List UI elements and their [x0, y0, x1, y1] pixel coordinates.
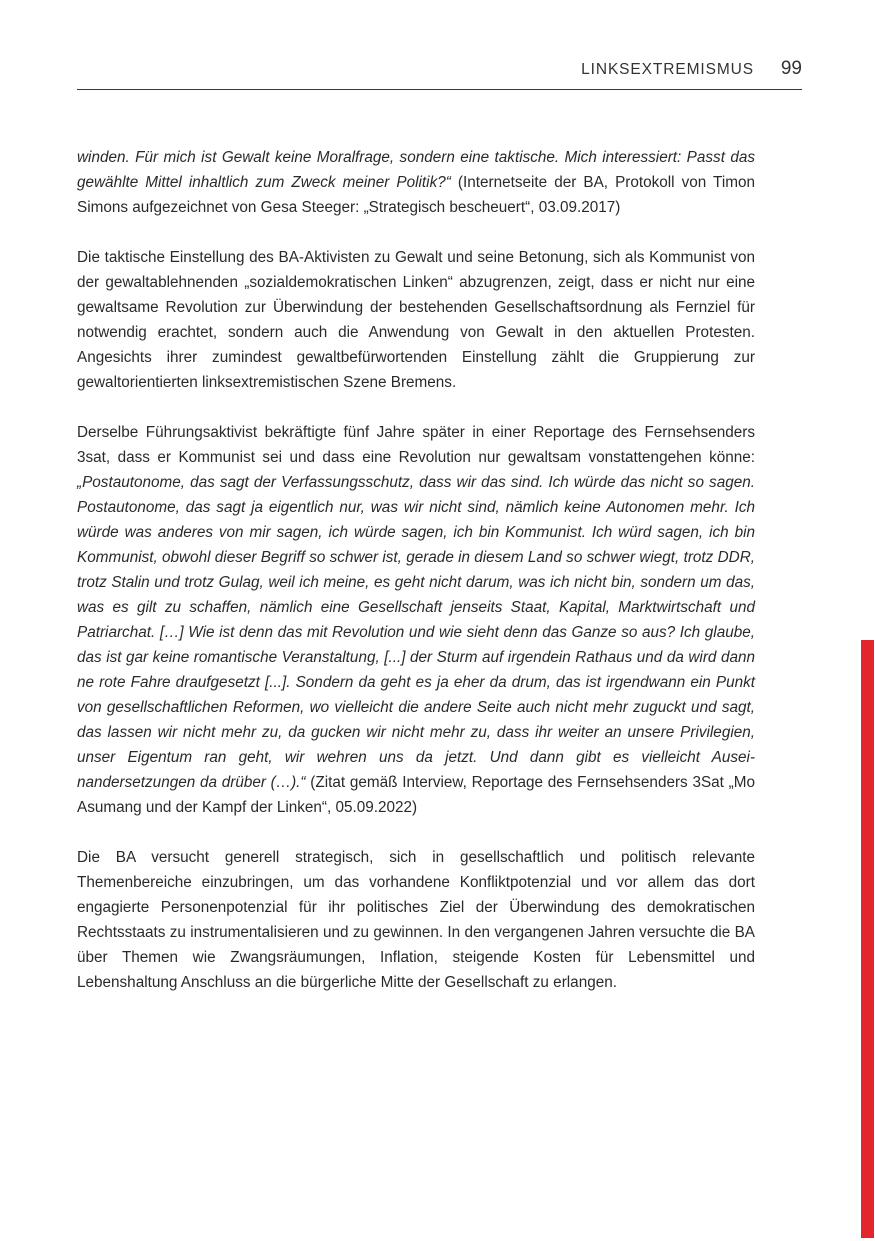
citation-text: (Internetseite der BA, Protokoll von Timon Simons aufgezeichnet von Gesa Steeger: „Strategisch bescheuert“, 03.09.2017): [77, 174, 755, 216]
paragraph-2: Die taktische Einstellung des BA-Aktivisten zu Gewalt und seine Betonung, sich als Kommunist von der gewaltablehnenden „sozialdemokratischen Linken“ abzugrenzen, zeigt, dass er nicht nur eine gewaltsame Revolution zur Überwindung der bestehenden Gesellschaftsordnung als Fernziel für notwendig erachtet, sondern auch die Anwendung von Gewalt in den aktuellen Protesten. Angesichts ihrer zumindest gewaltbefürwortenden Einstellung zählt die Gruppierung zur gewaltorientierten linksextremistischen Szene Bremens.: [77, 249, 755, 391]
paragraph-4: Die BA versucht generell strategisch, sich in gesellschaftlich und politisch relevante Themenbereiche einzubringen, um das vorhandene Konfliktpotenzial und vor allem das dort engagierte Personenpotenzial für ihr politisches Ziel der Überwindung des demokratischen Rechtsstaats zu instrumentalisieren und zu gewinnen. In den vergangenen Jahren versuchte die BA über Themen wie Zwangsräumungen, Inflation, steigende Kosten für Lebensmittel und Lebenshaltung Anschluss an die bürgerliche Mitte der Gesellschaft zu erlangen.: [77, 849, 755, 991]
citation-text: (Zitat gemäß Interview, Reportage des Fernsehsenders 3Sat „Mo Asumang und der Kampf der Linken“, 05.09.2022): [77, 774, 756, 816]
paragraph-3: [77, 420, 755, 820]
section-title: LINKSEXTREMISMUS: [581, 61, 754, 78]
chapter-accent-bar: [861, 640, 874, 1238]
body-text: [77, 145, 755, 1020]
page-number: 99: [780, 58, 802, 79]
page-header: [77, 55, 802, 90]
paragraph-1: [77, 145, 755, 220]
lead-text: Derselbe Führungsaktivist bekräftigte fünf Jahre später in einer Reportage des Fernsehsenders 3sat, dass er Kommunist sei und dass eine Revolution nur gewaltsam vonstattengehen könne:: [77, 424, 755, 466]
quote-text: „Postautonome, das sagt der Verfassungsschutz, dass wir das sind. Ich würde das nicht so sagen. Postautonome, das sagt ja eigentlich nur, was wir nicht sind, nämlich keine Autonomen mehr. Ich würde was anderes von mir sagen, ich würde sagen, ich bin Kommunist. Ich würd sagen, ich bin Kommunist, obwohl dieser Begriff so schwer ist, gerade in diesem Land so schwer wiegt, trotz DDR, trotz Stalin und trotz Gulag, weil ich meine, es geht nicht darum, was ich nicht bin, sondern um das, was es gilt zu schaffen, nämlich eine Gesellschaft jenseits Staat, Kapital, Marktwirtschaft und Patriarchat. […] Wie ist denn das mit Revolution und wie sieht denn das Ganze so aus? Ich glaube, das ist gar keine romantische Veranstaltung, [...] der Sturm auf irgendein Rathaus und da wird dann ne rote Fahre draufgesetzt [...]. Sondern da geht es ja eher da drum, das ist irgendwann ein Punkt von gesellschaftlichen Reformen, wo vielleicht die andere Seite auch nicht mehr zuguckt und sagt, das lassen wir nicht mehr zu, da gucken wir nicht mehr zu, dass ihr weiter an unsere Privilegien, unser Eigentum ran geht, wir wehren uns da jetzt. Und dann gibt es vielleicht Auseinandersetzungen da drüber (…).“: [77, 474, 755, 791]
quote-text: winden. Für mich ist Gewalt keine Moralfrage, sondern eine taktische. Mich interessiert: Passt das gewählte Mittel inhaltlich zum Zweck meiner Politik?“: [77, 149, 755, 191]
